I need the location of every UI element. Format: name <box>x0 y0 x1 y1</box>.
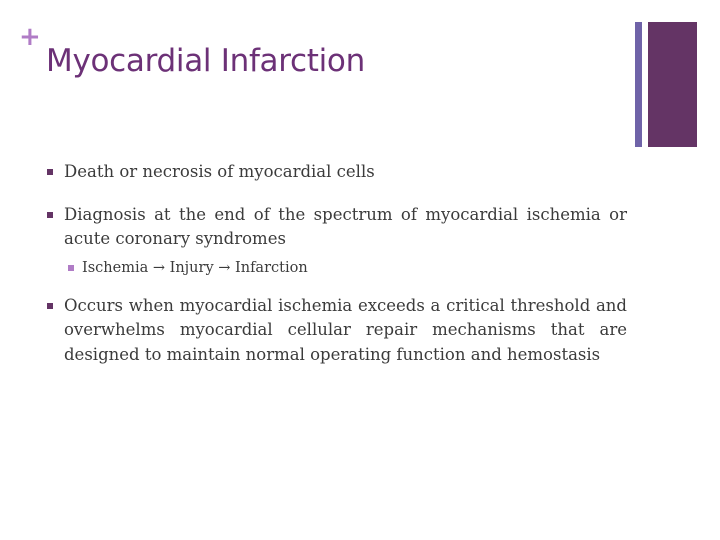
bullet-item <box>45 203 627 252</box>
bullet-text: Occurs when myocardial ischemia exceeds a critical threshold and overwhelms myocardial cellular repair mechanisms that are designed to maintain normal operating function and hemostasis <box>64 295 627 364</box>
decorative-bar-thin <box>635 22 642 147</box>
bullet-item <box>45 294 627 368</box>
square-sub-bullet-icon <box>68 265 74 271</box>
square-bullet-icon <box>47 303 53 309</box>
bullet-item <box>45 160 627 185</box>
sub-bullet-text: Ischemia → Injury → Infarction <box>82 259 308 276</box>
bullet-text: Diagnosis at the end of the spectrum of myocardial ischemia or acute coronary syndromes <box>64 204 627 248</box>
square-bullet-icon <box>47 212 53 218</box>
bullet-text: Death or necrosis of myocardial cells <box>64 162 375 181</box>
bullet-list <box>45 160 627 385</box>
slide-title: Myocardial Infarction <box>46 43 365 79</box>
plus-mark: + <box>19 22 41 52</box>
square-bullet-icon <box>47 169 53 175</box>
decorative-bar-wide <box>648 22 697 147</box>
sub-bullet-item <box>45 258 627 278</box>
